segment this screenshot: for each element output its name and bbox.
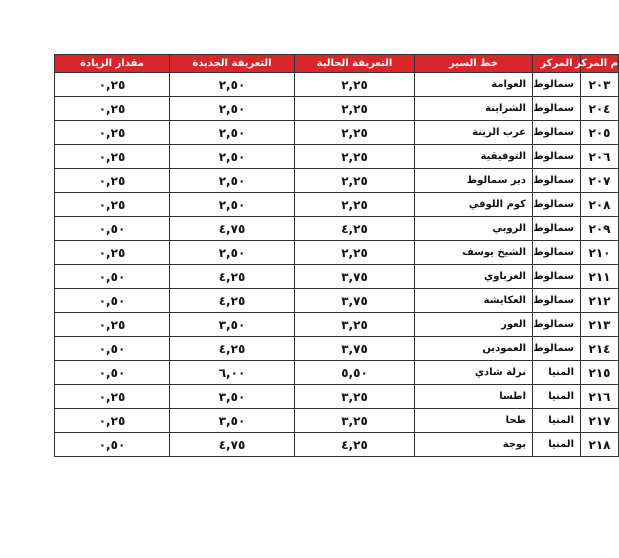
cell-increase: ٠,٥٠: [55, 217, 170, 241]
cell-id: ٢١٥: [581, 361, 619, 385]
cell-current-fare: ٥,٥٠: [295, 361, 415, 385]
cell-center: سمالوط: [533, 169, 581, 193]
cell-current-fare: ٣,٧٥: [295, 289, 415, 313]
cell-center: المنيا: [533, 433, 581, 457]
table-row: [55, 193, 619, 217]
cell-increase: ٠,٢٥: [55, 145, 170, 169]
cell-new-fare: ٢,٥٠: [170, 121, 295, 145]
cell-current-fare: ٣,٢٥: [295, 385, 415, 409]
cell-increase: ٠,٢٥: [55, 169, 170, 193]
cell-increase: ٠,٢٥: [55, 121, 170, 145]
cell-current-fare: ٣,٢٥: [295, 313, 415, 337]
cell-line: العوامة: [415, 73, 533, 97]
cell-center: سمالوط: [533, 97, 581, 121]
cell-center: المنيا: [533, 409, 581, 433]
table-row: [55, 385, 619, 409]
cell-line: التوفيقية: [415, 145, 533, 169]
cell-line: كوم اللوفي: [415, 193, 533, 217]
cell-id: ٢٠٤: [581, 97, 619, 121]
cell-current-fare: ٤,٢٥: [295, 217, 415, 241]
cell-line: نزلة شادي: [415, 361, 533, 385]
cell-center: المنيا: [533, 361, 581, 385]
header-id: م المركز: [581, 55, 619, 73]
cell-increase: ٠,٢٥: [55, 97, 170, 121]
cell-id: ٢٠٥: [581, 121, 619, 145]
table-row: [55, 265, 619, 289]
cell-new-fare: ٤,٢٥: [170, 265, 295, 289]
cell-new-fare: ٣,٥٠: [170, 313, 295, 337]
cell-id: ٢١٠: [581, 241, 619, 265]
table-row: [55, 145, 619, 169]
cell-new-fare: ٢,٥٠: [170, 241, 295, 265]
cell-line: الشيخ يوسف: [415, 241, 533, 265]
cell-current-fare: ٣,٢٥: [295, 409, 415, 433]
cell-new-fare: ٢,٥٠: [170, 169, 295, 193]
cell-current-fare: ٤,٢٥: [295, 433, 415, 457]
cell-increase: ٠,٢٥: [55, 193, 170, 217]
cell-current-fare: ٣,٧٥: [295, 265, 415, 289]
cell-id: ٢١٢: [581, 289, 619, 313]
table-row: [55, 97, 619, 121]
cell-line: العور: [415, 313, 533, 337]
cell-center: المنيا: [533, 385, 581, 409]
cell-new-fare: ٣,٥٠: [170, 385, 295, 409]
table-row: [55, 409, 619, 433]
cell-center: سمالوط: [533, 217, 581, 241]
cell-current-fare: ٣,٧٥: [295, 337, 415, 361]
cell-line: العكايشة: [415, 289, 533, 313]
cell-id: ٢١٨: [581, 433, 619, 457]
cell-id: ٢٠٨: [581, 193, 619, 217]
header-current-fare: التعريفة الحالية: [295, 55, 415, 73]
table-row: [55, 121, 619, 145]
cell-current-fare: ٢,٢٥: [295, 97, 415, 121]
cell-current-fare: ٢,٢٥: [295, 145, 415, 169]
cell-center: سمالوط: [533, 313, 581, 337]
cell-new-fare: ٢,٥٠: [170, 145, 295, 169]
cell-new-fare: ٤,٢٥: [170, 337, 295, 361]
cell-line: الغرباوي: [415, 265, 533, 289]
cell-new-fare: ٤,٢٥: [170, 289, 295, 313]
table-row: [55, 241, 619, 265]
cell-id: ٢١١: [581, 265, 619, 289]
cell-new-fare: ٤,٧٥: [170, 217, 295, 241]
cell-line: الشراينة: [415, 97, 533, 121]
cell-id: ٢٠٩: [581, 217, 619, 241]
cell-line: دير سمالوط: [415, 169, 533, 193]
cell-increase: ٠,٢٥: [55, 385, 170, 409]
table-row: [55, 433, 619, 457]
table-row: [55, 169, 619, 193]
cell-center: سمالوط: [533, 265, 581, 289]
cell-line: بوجة: [415, 433, 533, 457]
cell-id: ٢١٦: [581, 385, 619, 409]
cell-line: العمودين: [415, 337, 533, 361]
cell-increase: ٠,٥٠: [55, 265, 170, 289]
cell-increase: ٠,٢٥: [55, 73, 170, 97]
cell-id: ٢٠٣: [581, 73, 619, 97]
cell-new-fare: ٤,٧٥: [170, 433, 295, 457]
cell-id: ٢٠٧: [581, 169, 619, 193]
cell-id: ٢١٧: [581, 409, 619, 433]
cell-increase: ٠,٥٠: [55, 337, 170, 361]
header-increase: مقدار الزيادة: [55, 55, 170, 73]
cell-id: ٢١٤: [581, 337, 619, 361]
cell-current-fare: ٢,٢٥: [295, 241, 415, 265]
cell-center: سمالوط: [533, 73, 581, 97]
cell-current-fare: ٢,٢٥: [295, 121, 415, 145]
cell-line: اطسا: [415, 385, 533, 409]
cell-new-fare: ٢,٥٠: [170, 73, 295, 97]
cell-current-fare: ٢,٢٥: [295, 73, 415, 97]
table-row: [55, 289, 619, 313]
header-new-fare: التعريفة الجديدة: [170, 55, 295, 73]
table-body: [55, 73, 619, 457]
cell-increase: ٠,٥٠: [55, 433, 170, 457]
cell-id: ٢٠٦: [581, 145, 619, 169]
fare-table: [54, 54, 619, 457]
cell-center: سمالوط: [533, 145, 581, 169]
table-row: [55, 337, 619, 361]
cell-increase: ٠,٢٥: [55, 313, 170, 337]
table-row: [55, 73, 619, 97]
cell-current-fare: ٢,٢٥: [295, 169, 415, 193]
table-row: [55, 313, 619, 337]
cell-new-fare: ٦,٠٠: [170, 361, 295, 385]
cell-new-fare: ٢,٥٠: [170, 97, 295, 121]
cell-increase: ٠,٢٥: [55, 409, 170, 433]
table-row: [55, 361, 619, 385]
header-line: خط السير: [415, 55, 533, 73]
cell-center: سمالوط: [533, 121, 581, 145]
header-center: المركز: [533, 55, 581, 73]
cell-center: سمالوط: [533, 337, 581, 361]
cell-increase: ٠,٢٥: [55, 241, 170, 265]
cell-new-fare: ٣,٥٠: [170, 409, 295, 433]
cell-id: ٢١٣: [581, 313, 619, 337]
cell-line: طحا: [415, 409, 533, 433]
cell-current-fare: ٢,٢٥: [295, 193, 415, 217]
cell-center: سمالوط: [533, 289, 581, 313]
cell-line: عرب الزينة: [415, 121, 533, 145]
cell-line: الروبي: [415, 217, 533, 241]
cell-increase: ٠,٥٠: [55, 289, 170, 313]
cell-center: سمالوط: [533, 193, 581, 217]
cell-center: سمالوط: [533, 241, 581, 265]
table-header-row: [55, 55, 619, 73]
table-row: [55, 217, 619, 241]
cell-increase: ٠,٥٠: [55, 361, 170, 385]
cell-new-fare: ٢,٥٠: [170, 193, 295, 217]
